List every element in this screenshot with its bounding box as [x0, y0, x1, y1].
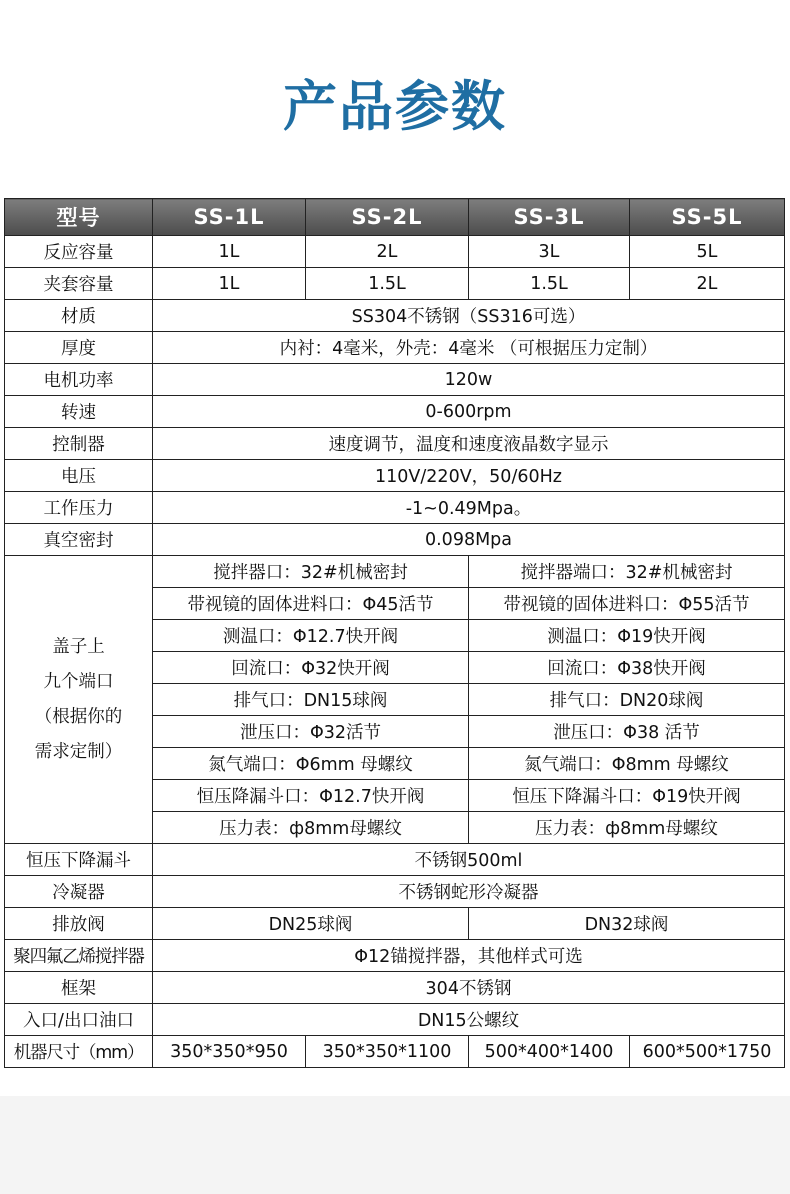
port-cell: 氮气端口：Φ6mm 母螺纹: [153, 748, 469, 780]
cell-value: 不锈钢500ml: [153, 844, 785, 876]
cell-value: 内衬：4毫米，外壳：4毫米 （可根据压力定制）: [153, 332, 785, 364]
port-cell: 带视镜的固体进料口：Φ55活节: [469, 588, 785, 620]
cell-value: 304不锈钢: [153, 972, 785, 1004]
row-label: 反应容量: [5, 236, 153, 268]
table-header-row: [5, 199, 785, 236]
cell-value: 120w: [153, 364, 785, 396]
port-cell: 压力表：ф8mm母螺纹: [153, 812, 469, 844]
table-row: [5, 268, 785, 300]
port-cell: 搅拌器端口：32#机械密封: [469, 556, 785, 588]
cell-value: 0-600rpm: [153, 396, 785, 428]
cell-value: 110V/220V，50/60Hz: [153, 460, 785, 492]
table-row: [5, 524, 785, 556]
table-row: [5, 876, 785, 908]
cell-value: 1L: [153, 268, 306, 300]
row-label: 真空密封: [5, 524, 153, 556]
row-label: 转速: [5, 396, 153, 428]
port-cell: 排气口：DN20球阀: [469, 684, 785, 716]
cell-value: -1~0.49Mpa。: [153, 492, 785, 524]
port-cell: 恒压降漏斗口：Φ12.7快开阀: [153, 780, 469, 812]
ports-label-line: 需求定制）: [34, 741, 123, 762]
ports-label-line: 九个端口: [43, 671, 114, 692]
table-row: [5, 908, 785, 940]
table-row: [5, 1036, 785, 1068]
row-label: 控制器: [5, 428, 153, 460]
row-label: 恒压下降漏斗: [5, 844, 153, 876]
port-cell: 回流口：Φ38快开阀: [469, 652, 785, 684]
table-row: [5, 396, 785, 428]
row-label: 材质: [5, 300, 153, 332]
header-model: SS-3L: [469, 199, 630, 236]
cell-value: 不锈钢蛇形冷凝器: [153, 876, 785, 908]
page-title: 产品参数: [283, 75, 507, 138]
ports-label-line: 盖子上: [52, 636, 105, 657]
port-cell: 搅拌器口：32#机械密封: [153, 556, 469, 588]
table-row: [5, 940, 785, 972]
table-row: [5, 364, 785, 396]
cell-value: SS304不锈钢（SS316可选）: [153, 300, 785, 332]
row-label: 电机功率: [5, 364, 153, 396]
port-cell: 泄压口：Φ38 活节: [469, 716, 785, 748]
table-row: [5, 428, 785, 460]
cell-value: 5L: [630, 236, 785, 268]
port-cell: 压力表：ф8mm母螺纹: [469, 812, 785, 844]
port-cell: 泄压口：Φ32活节: [153, 716, 469, 748]
cell-value: 3L: [469, 236, 630, 268]
row-label: 工作压力: [5, 492, 153, 524]
header-label: 型号: [5, 199, 153, 236]
row-label: 排放阀: [5, 908, 153, 940]
row-label: 夹套容量: [5, 268, 153, 300]
cell-value: DN32球阀: [469, 908, 785, 940]
cell-value: 600*500*1750: [630, 1036, 785, 1068]
row-label: 厚度: [5, 332, 153, 364]
spec-table: [4, 198, 785, 1068]
cell-value: 2L: [306, 236, 469, 268]
cell-value: Φ12锚搅拌器，其他样式可选: [153, 940, 785, 972]
cell-value: 1L: [153, 236, 306, 268]
row-label: 机器尺寸（mm）: [5, 1036, 153, 1068]
cell-value: 0.098Mpa: [153, 524, 785, 556]
cell-value: 1.5L: [469, 268, 630, 300]
table-row: [5, 332, 785, 364]
port-cell: 回流口：Φ32快开阀: [153, 652, 469, 684]
table-row: [5, 844, 785, 876]
cell-value: 350*350*950: [153, 1036, 306, 1068]
cell-value: 2L: [630, 268, 785, 300]
cell-value: 速度调节，温度和速度液晶数字显示: [153, 428, 785, 460]
ports-label-line: （根据你的: [34, 706, 123, 727]
row-label: 框架: [5, 972, 153, 1004]
row-label: 电压: [5, 460, 153, 492]
table-row: [5, 1004, 785, 1036]
header-model: SS-2L: [306, 199, 469, 236]
port-cell: 带视镜的固体进料口：Φ45活节: [153, 588, 469, 620]
header-model: SS-5L: [630, 199, 785, 236]
port-cell: 测温口：Φ19快开阀: [469, 620, 785, 652]
port-cell: 排气口：DN15球阀: [153, 684, 469, 716]
table-row: [5, 492, 785, 524]
ports-group-label: [5, 556, 153, 844]
cell-value: DN25球阀: [153, 908, 469, 940]
table-row: [5, 236, 785, 268]
row-label: 聚四氟乙烯搅拌器: [5, 940, 153, 972]
table-row: [5, 300, 785, 332]
row-label: 冷凝器: [5, 876, 153, 908]
cell-value: 350*350*1100: [306, 1036, 469, 1068]
table-row: [5, 460, 785, 492]
port-cell: 氮气端口：Φ8mm 母螺纹: [469, 748, 785, 780]
cell-value: 1.5L: [306, 268, 469, 300]
cell-value: DN15公螺纹: [153, 1004, 785, 1036]
table-row: [5, 556, 785, 588]
port-cell: 恒压下降漏斗口：Φ19快开阀: [469, 780, 785, 812]
port-cell: 测温口：Φ12.7快开阀: [153, 620, 469, 652]
row-label: 入口/出口油口: [5, 1004, 153, 1036]
header-model: SS-1L: [153, 199, 306, 236]
cell-value: 500*400*1400: [469, 1036, 630, 1068]
table-row: [5, 972, 785, 1004]
